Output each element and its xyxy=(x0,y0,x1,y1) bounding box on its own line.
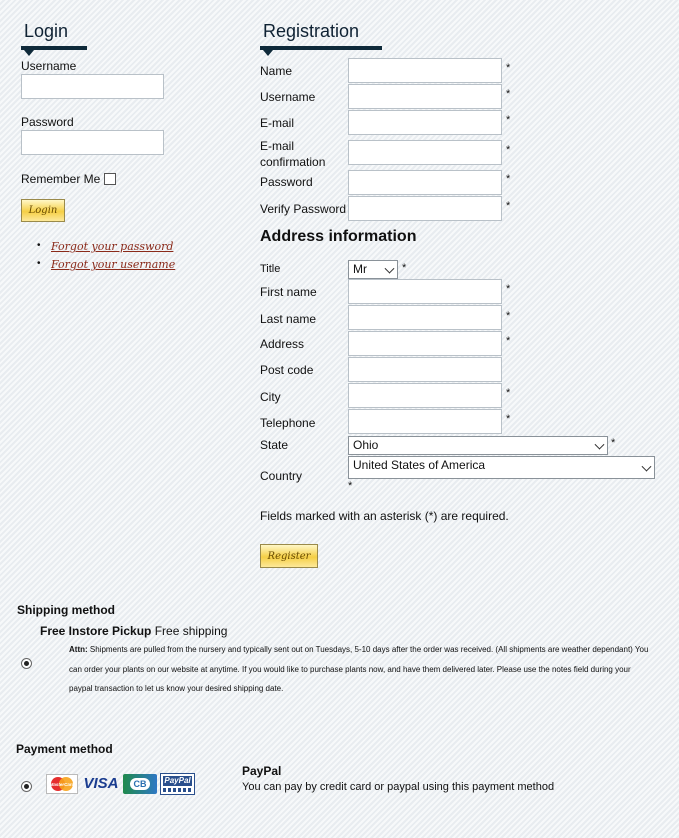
required-note: Fields marked with an asterisk (*) are required. xyxy=(260,509,509,523)
last-name-input[interactable] xyxy=(348,305,502,330)
registration-title-notch xyxy=(263,50,273,56)
country-required: * xyxy=(348,480,353,492)
state-required: * xyxy=(611,437,616,449)
telephone-input[interactable] xyxy=(348,409,502,434)
shipping-option-price: Free shipping xyxy=(154,624,228,638)
name-required: * xyxy=(506,62,511,74)
bullet-icon: • xyxy=(37,240,41,251)
country-select[interactable] xyxy=(348,456,655,479)
cb-card-icon xyxy=(123,774,157,794)
address-required: * xyxy=(506,335,511,347)
email-confirmation-required: * xyxy=(506,144,511,156)
first-name-input[interactable] xyxy=(348,279,502,304)
registration-title-underline xyxy=(260,46,382,50)
verify-password-input[interactable] xyxy=(348,196,502,221)
title-select-value: Mr xyxy=(353,262,367,276)
verify-password-label: Verify Password xyxy=(260,202,347,216)
city-input[interactable] xyxy=(348,383,502,408)
chevron-down-icon xyxy=(642,461,652,471)
last-name-label: Last name xyxy=(260,312,317,326)
telephone-required: * xyxy=(506,413,511,425)
login-title-notch xyxy=(24,50,34,56)
post-code-input[interactable] xyxy=(348,357,502,382)
mastercard-text: MasterCard xyxy=(49,782,75,787)
login-username-input[interactable] xyxy=(21,74,164,99)
shipping-note xyxy=(69,640,649,699)
last-name-required: * xyxy=(506,310,511,322)
payment-method-title: Payment method xyxy=(16,742,113,756)
payment-radio[interactable] xyxy=(21,781,32,792)
payment-option-desc: You can pay by credit card or paypal using this payment method xyxy=(242,781,555,793)
username-required: * xyxy=(506,88,511,100)
first-name-required: * xyxy=(506,283,511,295)
register-button[interactable]: Register xyxy=(260,544,318,568)
cb-text: CB xyxy=(130,778,150,790)
password-input[interactable] xyxy=(348,170,502,195)
state-select-value: Ohio xyxy=(353,438,379,452)
forgot-password-link[interactable]: Forgot your password xyxy=(51,240,174,253)
state-label: State xyxy=(260,438,289,452)
post-code-label: Post code xyxy=(260,363,314,377)
email-required: * xyxy=(506,114,511,126)
shipping-option-label xyxy=(40,624,227,638)
remember-me-label: Remember Me xyxy=(21,172,101,186)
login-password-input[interactable] xyxy=(21,130,164,155)
city-label: City xyxy=(260,390,281,404)
state-select[interactable] xyxy=(348,436,608,455)
paypal-card-text: PayPal xyxy=(164,776,191,785)
paypal-card-icon xyxy=(160,773,195,795)
password-required: * xyxy=(506,173,511,185)
chevron-down-icon xyxy=(385,263,395,273)
title-label: Title xyxy=(260,263,281,275)
city-required: * xyxy=(506,387,511,399)
telephone-label: Telephone xyxy=(260,416,316,430)
address-input[interactable] xyxy=(348,331,502,356)
shipping-radio[interactable] xyxy=(21,658,32,669)
forgot-username-link[interactable]: Forgot your username xyxy=(51,258,176,271)
username-input[interactable] xyxy=(348,84,502,109)
password-label: Password xyxy=(260,175,313,189)
remember-me-checkbox[interactable] xyxy=(104,173,116,185)
registration-title: Registration xyxy=(263,21,360,41)
address-information-heading: Address information xyxy=(260,228,417,245)
shipping-note-text: Shipments are pulled from the nursery and typically sent out on Tuesdays, 5-10 days after the order was received. (All shipments are weather dependant) You can order your plants on our website at anytime. If you would like to purchase plants now, and have them delivered later. Please use the notes field during your paypal transaction to let us know your desired shipping date. xyxy=(69,645,649,693)
shipping-method-title: Shipping method xyxy=(17,603,115,617)
email-label: E-mail xyxy=(260,116,295,130)
name-input[interactable] xyxy=(348,58,502,83)
first-name-label: First name xyxy=(260,285,317,299)
paypal-card-stripes xyxy=(163,788,192,792)
title-select[interactable] xyxy=(348,260,398,279)
login-button[interactable]: Login xyxy=(21,199,65,222)
login-username-label: Username xyxy=(21,59,77,73)
email-confirmation-label: E-mail confirmation xyxy=(260,139,326,169)
email-confirmation-input[interactable] xyxy=(348,140,502,165)
address-label: Address xyxy=(260,337,305,351)
verify-password-required: * xyxy=(506,200,511,212)
payment-option-name: PayPal xyxy=(242,764,282,778)
email-input[interactable] xyxy=(348,110,502,135)
shipping-note-prefix: Attn: xyxy=(69,645,88,654)
chevron-down-icon xyxy=(595,439,605,449)
bullet-icon: • xyxy=(37,258,41,269)
name-label: Name xyxy=(260,64,293,78)
login-password-label: Password xyxy=(21,115,74,129)
visa-icon: VISA xyxy=(83,775,119,792)
mastercard-icon xyxy=(46,774,78,794)
country-select-value: United States of America xyxy=(353,458,486,472)
country-label: Country xyxy=(260,469,303,483)
shipping-option-name: Free Instore Pickup xyxy=(40,624,152,638)
title-required: * xyxy=(402,262,407,274)
login-title: Login xyxy=(24,21,69,41)
username-label: Username xyxy=(260,90,316,104)
